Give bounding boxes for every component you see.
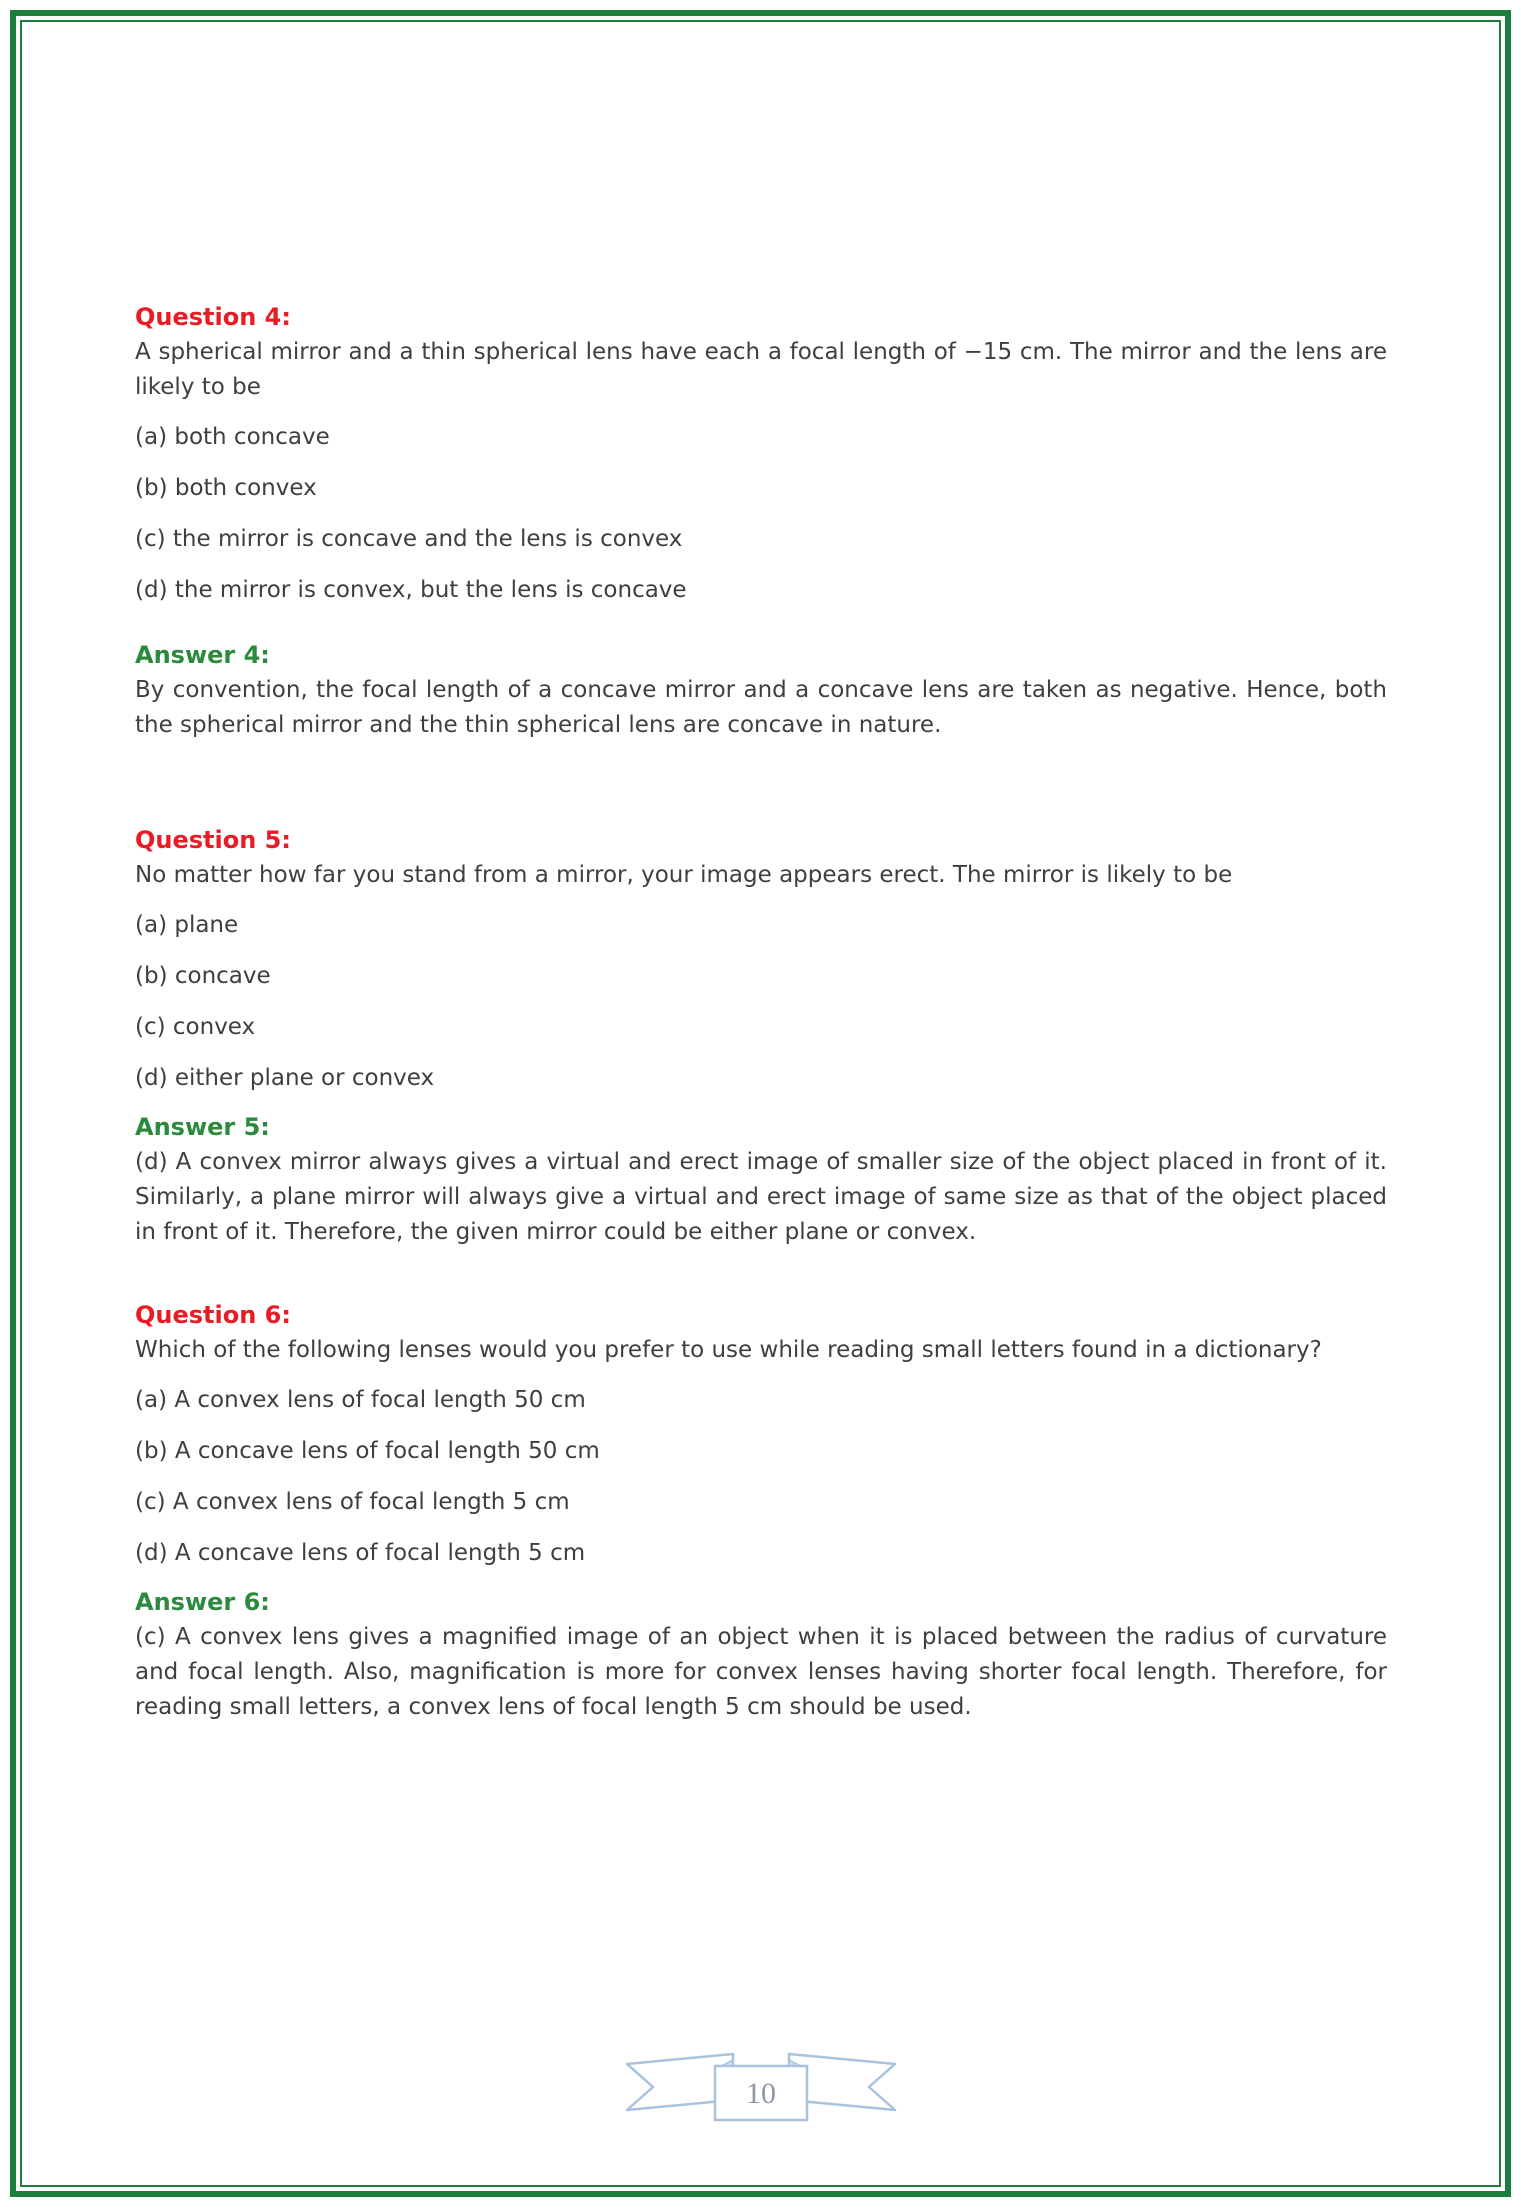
question-5-option-d: (d) either plane or convex [135, 1065, 435, 1091]
question-5-section [135, 823, 1387, 1096]
question-4-option-c: (c) the mirror is concave and the lens is convex [135, 526, 683, 552]
page-content [135, 300, 1387, 1725]
question-5-option-a: (a) plane [135, 912, 239, 938]
question-6-section [135, 1298, 1387, 1571]
answer-5-heading: Answer 5: [135, 1113, 270, 1141]
question-6-heading: Question 6: [135, 1301, 291, 1329]
question-4-section [135, 300, 1387, 608]
question-6-option-b: (b) A concave lens of focal length 50 cm [135, 1438, 600, 1464]
question-5-option-b: (b) concave [135, 963, 271, 989]
question-4-heading: Question 4: [135, 303, 291, 331]
answer-4-section [135, 638, 1387, 743]
answer-6-heading: Answer 6: [135, 1588, 270, 1616]
answer-6-text: (c) A convex lens gives a magnified image of an object when it is placed between the radius of curvature and focal length. Also, magnification is more for convex lenses having shorter focal length. Therefore, for reading small letters, a convex lens of focal length 5 cm should be used. [135, 1624, 1387, 1720]
question-4-option-b: (b) both convex [135, 475, 317, 501]
question-4-option-d: (d) the mirror is convex, but the lens is concave [135, 577, 687, 603]
question-6-option-d: (d) A concave lens of focal length 5 cm [135, 1540, 586, 1566]
question-5-text: No matter how far you stand from a mirror, your image appears erect. The mirror is likely to be [135, 862, 1233, 888]
ribbon-banner-icon [611, 2048, 911, 2132]
question-4-option-a: (a) both concave [135, 424, 330, 450]
answer-4-text: By convention, the focal length of a concave mirror and a concave lens are taken as negative. Hence, both the spherical mirror and the thin spherical lens are concave in nature. [135, 677, 1387, 738]
answer-5-text: (d) A convex mirror always gives a virtual and erect image of smaller size of the object placed in front of it. Similarly, a plane mirror will always give a virtual and erect image of same size as that of the object placed in front of it. Therefore, the given mirror could be either plane or convex. [135, 1149, 1387, 1245]
answer-6-section [135, 1585, 1387, 1725]
question-5-option-c: (c) convex [135, 1014, 256, 1040]
question-6-text: Which of the following lenses would you prefer to use while reading small letters found in a dictionary? [135, 1337, 1322, 1363]
answer-4-heading: Answer 4: [135, 641, 270, 669]
question-5-heading: Question 5: [135, 826, 291, 854]
page-number-ribbon [611, 2048, 911, 2132]
question-4-text: A spherical mirror and a thin spherical lens have each a focal length of −15 cm. The mirror and the lens are likely to be [135, 339, 1387, 400]
page-number: 10 [745, 2077, 776, 2110]
question-6-option-c: (c) A convex lens of focal length 5 cm [135, 1489, 570, 1515]
question-6-option-a: (a) A convex lens of focal length 50 cm [135, 1387, 586, 1413]
answer-5-section [135, 1110, 1387, 1250]
